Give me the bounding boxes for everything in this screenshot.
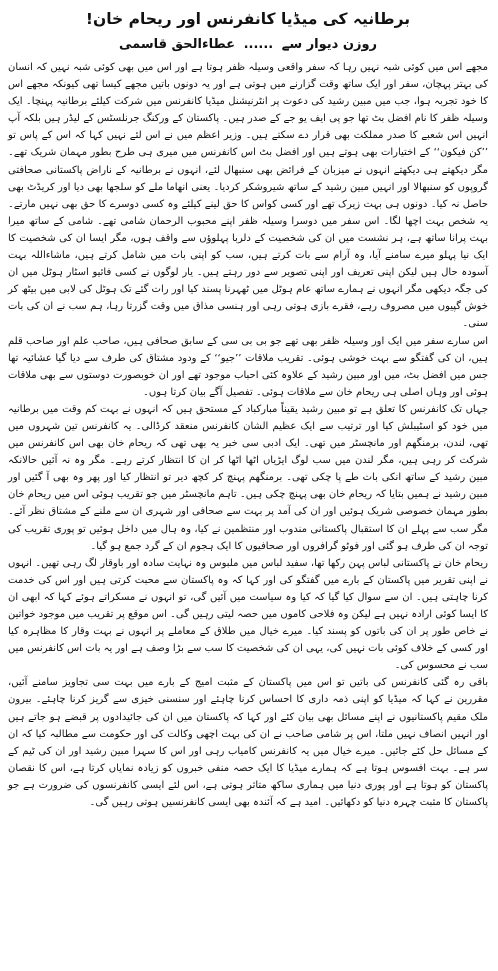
article-paragraph: اس سارے سفر میں ایک اور وسیلہ ظفر بھی تھے جو بی بی سی کے سابق صحافی ہیں، صاحب علم اور صاحب قلم ہیں، ان کی گفتگو سے بہت خوشی ہوئی۔ تقریب ملاقات ’’جیو‘‘ کے ودود مشتاق کی طرف سے دیا گیا عشائیہ تھا جس میں افضل بٹ، میں اور مبین رشید کے علاوہ کئی احباب موجود تھے اور ان خوبصورت دوستوں سے بھی ملاقات ہوئی اور وہاں اصلی ہی ریحام خان سے ملاقات ہوئی۔ تفصیل آگے بیان کرتا ہوں۔ [8, 335, 488, 398]
article-body [8, 59, 488, 811]
article-paragraph: ریحام خان نے پاکستانی لباس پہن رکھا تھا، سفید لباس میں ملبوس وہ نہایت سادہ اور باوقار لگ رہی تھیں۔ انہوں نے اپنی تقریر میں پاکستان کے بارے میں گفتگو کی اور کہا کہ وہ پاکستان سے محبت کرتی ہیں اور اس کی خدمت کرنا چاہتی ہیں۔ ان سے سوال کیا گیا کہ کیا وہ سیاست میں آئیں گی، تو انہوں نے مسکراتے ہوئے کہا کہ ابھی ان کا ایسا کوئی ارادہ نہیں ہے لیکن وہ فلاحی کاموں میں حصہ لیتی رہیں گی۔ اس موقع پر تقریب میں موجود خواتین نے خاص طور پر ان کی باتوں کو پسند کیا۔ میرے خیال میں طلاق کے معاملے پر انہوں نے بہت وقار کا مظاہرہ کیا اور کسی کے خلاف کوئی بات نہیں کی، یہی ان کی شخصیت کا سب سے بڑا وصف ہے اور یہ بات اس کانفرنس میں سب نے محسوس کی۔ [8, 557, 488, 672]
byline [8, 36, 488, 54]
article-paragraph: جہاں تک کانفرنس کا تعلق ہے تو مبین رشید یقیناً مبارکباد کے مستحق ہیں کہ انہوں نے بہت کم وقت میں برطانیہ میں خود کو اسٹیبلش کیا اور ترتیب سے ایک عظیم الشان کانفرنس منعقد کرڈالی۔ یہ کانفرنس تین شہروں میں تھی، لندن، برمنگھم اور مانچسٹر میں تھی۔ ایک ادبی سی خبر یہ بھی تھی کہ ریحام خان بھی اس کانفرنس میں شرکت کر رہی ہیں، مگر لندن میں سب لوگ ایڑیاں اٹھا اٹھا کر ان کا انتظار کرتے رہے۔ مگر وہ نہ آئیں حالانکہ مبین رشید کے ساتھ انکی بات طے پا چکی تھی۔ برمنگھم پہنچ کر کچھ دیر تو انتظار کیا اور پھر وہ بھی آ گئیں اور مبین رشید نے ہمیں بتایا کہ ریحام خان بھی پہنچ چکی ہیں۔ تاہم مانچسٹر میں جو تقریب ہوئی اس میں ریحام خان بطور مہمان خصوصی شریک ہوئیں اور ان کی آمد پر بہت سے صحافی اور شہری ان سے ملنے کے مشتاق نظر آئے۔ مگر سب سے پہلے ان کا استقبال پاکستانی مندوب اور منتظمین نے کیا، وہ ہال میں داخل ہوئیں تو پوری تقریب کی توجہ ان کی طرف ہو گئی اور فوٹو گرافروں اور صحافیوں کا ایک ہجوم ان کے گرد جمع ہو گیا۔ [8, 403, 488, 552]
article-title: برطانیہ کی میڈیا کانفرنس اور ریحام خان! [85, 10, 411, 28]
author-name: عطاءالحق قاسمی [118, 37, 236, 52]
article-paragraph: مجھے اس میں کوئی شبہ نہیں رہا کہ سفر واقعی وسیلہ ظفر ہوتا ہے اور اس میں بھی کوئی شبہ نہیں کہ انسان کی بہتر پہچان، سفر اور ایک ساتھ وقت گزارنے میں ہوتی ہے اور یہ دونوں باتیں مجھے کیسا تھی کیونکہ مجھے اس کا خود تجربہ ہوا، جب میں مبین رشید کی دعوت پر انٹرنیشنل میڈیا کانفرنس میں شرکت کیلئے برطانیہ پہنچا۔ ایک وسیلہ ظفر کا نام افضل بٹ تھا جو پی ایف یو جے کے صدر ہیں۔ پاکستان کے ورکنگ جرنلسٹس کے لیڈر ہیں بلکہ آپ انہیں اس شعبے کا صدر مملکت بھی قرار دے سکتے ہیں۔ وزیر اعظم میں نے اس لئے نہیں کہا کہ اس کے پاس تو ’’کن فیکون‘‘ کے اختیارات بھی ہوتے ہیں اور افضل بٹ اس کانفرنس میں میری ہی طرح بطور مہمان شریک تھے۔ مگر دیکھتے ہی دیکھتے انہوں نے میزبان کے فرائض بھی سنبھال لئے، انہوں نے برطانیہ کے ناراض پاکستانی صحافتی گروپوں کو سنبھالا اور انہیں مبین رشید کے ساتھ شیروشکر کردیا۔ یعنی انھاما ملے کو سلجھا بھی دیا اور کریڈٹ بھی حاصل نہ کیا۔ دونوں ہی بہت زیرک تھے اور کسی کواس کا حق لینے کیلئے وہ کسی دوسرے کا حق بھی نہیں مارتے۔ یہ شخص بہت اچھا لگا۔ اس سفر میں دوسرا وسیلہ ظفر اپنے محبوب الرحمان شامی تھے۔ شامی کے ساتھ میرا بہت پرانا ساتھ ہے، ہر نشست میں ان کی شخصیت کے دلربا پہلوؤں سے واقف ہوں، مگر ایسا ان کی شخصیت کا ایک نیا پہلو میرے سامنے آیا، وہ آرام سے بات کرتے ہیں، سب کو اپنی بات میں شامل کرتے ہیں، ماشاءاللہ بہت آسودہ حال ہیں لیکن اپنی تعریف اور اپنی تصویر سے دور رہتے ہیں۔ یار لوگوں نے کسی فائیو اسٹار ہوٹل میں ان کی جگہ دیکھی مگر انہوں نے ہمارے ساتھ عام ہوٹل میں ٹھہرنا پسند کیا اور رات گئے تک ہوٹل کی لابی میں بیٹھ کر خوش گپیوں میں مصروف رہے، فقرے بازی ہوتی رہی اور ہنسی مذاق میں وقت گزرتا رہا، ہم سب نے ان کی بات سنی۔ [8, 62, 488, 330]
column-name: روزن دیوار سے [281, 37, 378, 52]
article-paragraph: باقی رہ گئی کانفرنس کی باتیں تو اس میں پاکستان کے مثبت امیج کے بارے میں بہت سی تجاویز سامنے آئیں، مقررین نے کہا کہ میڈیا کو اپنی ذمہ داری کا احساس کرنا چاہئے اور سنسنی خیزی سے گریز کرنا چاہئے۔ بیرون ملک مقیم پاکستانیوں نے اپنے مسائل بھی بیان کئے اور کہا کہ پاکستان میں ان کی جائیدادوں پر قبضے ہو جاتے ہیں اور انہیں انصاف نہیں ملتا، اس پر شامی صاحب نے ان کی بہت اچھی وکالت کی اور حکومت سے مطالبہ کیا کہ ان کے مسائل حل کئے جائیں۔ میرے خیال میں یہ کانفرنس کامیاب رہی اور اس کا سہرا مبین رشید اور ان کی ٹیم کے سر ہے۔ بہت افسوس ہوتا ہے کہ ہمارے میڈیا کا ایک حصہ منفی خبروں کو زیادہ نمایاں کرتا ہے، اس کا نقصان پاکستان کو ہوتا ہے اور پوری دنیا میں ہماری ساکھ متاثر ہوتی ہے، اس لئے ایسی کانفرنسوں کی ضرورت ہے جو پاکستان کا مثبت چہرہ دنیا کو دکھائیں۔ امید ہے کہ آئندہ بھی ایسی کانفرنسیں ہوتی رہیں گی۔ [8, 677, 488, 809]
byline-separator: ...... [243, 37, 274, 52]
